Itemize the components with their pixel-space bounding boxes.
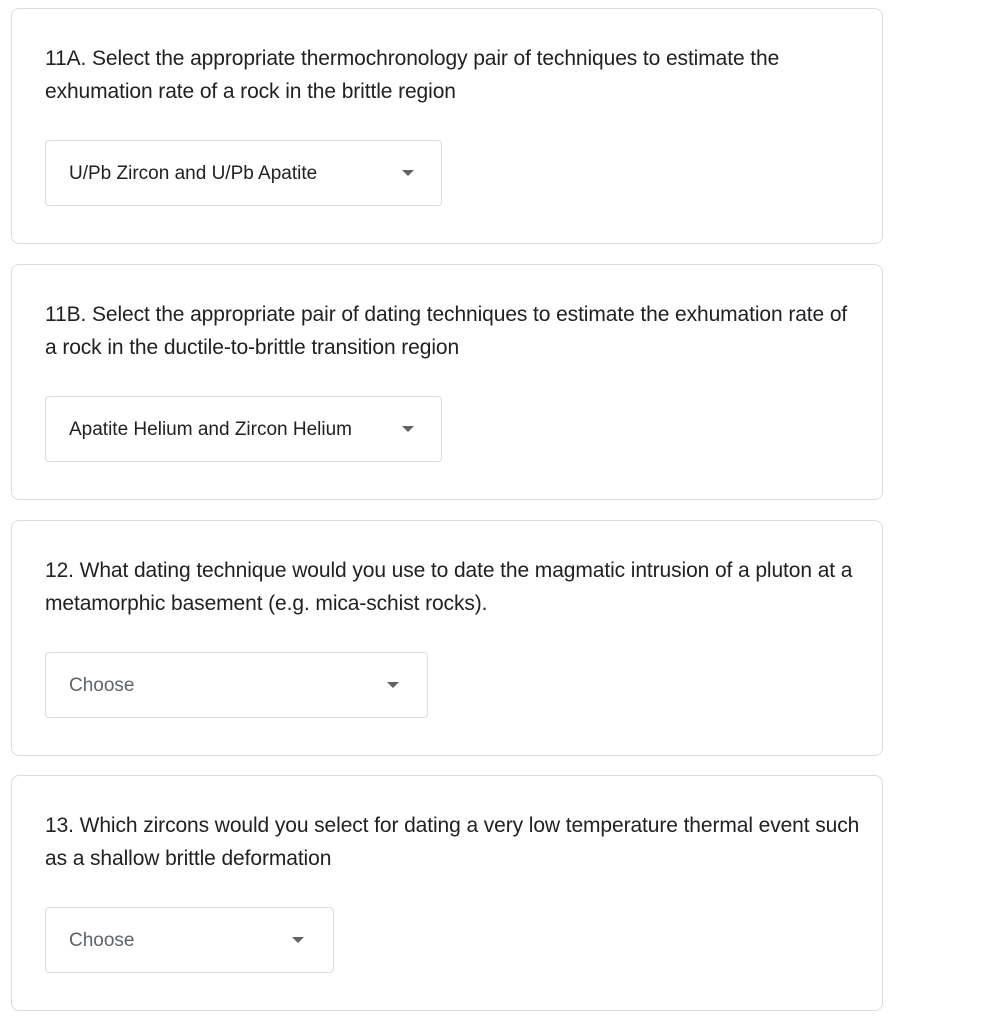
question-text: 11A. Select the appropriate thermochronology pair of techniques to estimate the exhumation rate of a rock in the brittle region [45, 47, 780, 103]
answer-dropdown-11b[interactable] [45, 396, 442, 462]
answer-dropdown-13[interactable] [45, 907, 334, 973]
question-card-13 [11, 775, 883, 1011]
dropdown-selected-value: Apatite Helium and Zircon Helium [69, 419, 353, 440]
question-card-11b [11, 264, 883, 500]
chevron-down-icon [292, 937, 304, 943]
dropdown-placeholder: Choose [69, 675, 135, 696]
question-text: 13. Which zircons would you select for dating a very low temperature thermal event such as a shallow brittle deformation [45, 814, 860, 870]
question-text: 12. What dating technique would you use to date the magmatic intrusion of a pluton at a metamorphic basement (e.g. mica-schist rocks). [45, 559, 853, 615]
answer-dropdown-12[interactable] [45, 652, 428, 718]
question-card-12 [11, 520, 883, 756]
chevron-down-icon [387, 682, 399, 688]
dropdown-selected-value: U/Pb Zircon and U/Pb Apatite [69, 163, 318, 184]
chevron-down-icon [402, 426, 414, 432]
chevron-down-icon [402, 170, 414, 176]
question-card-11a [11, 8, 883, 244]
question-text: 11B. Select the appropriate pair of dating techniques to estimate the exhumation rate of a rock in the ductile-to-brittle transition region [45, 303, 848, 359]
dropdown-placeholder: Choose [69, 930, 135, 951]
answer-dropdown-11a[interactable] [45, 140, 442, 206]
